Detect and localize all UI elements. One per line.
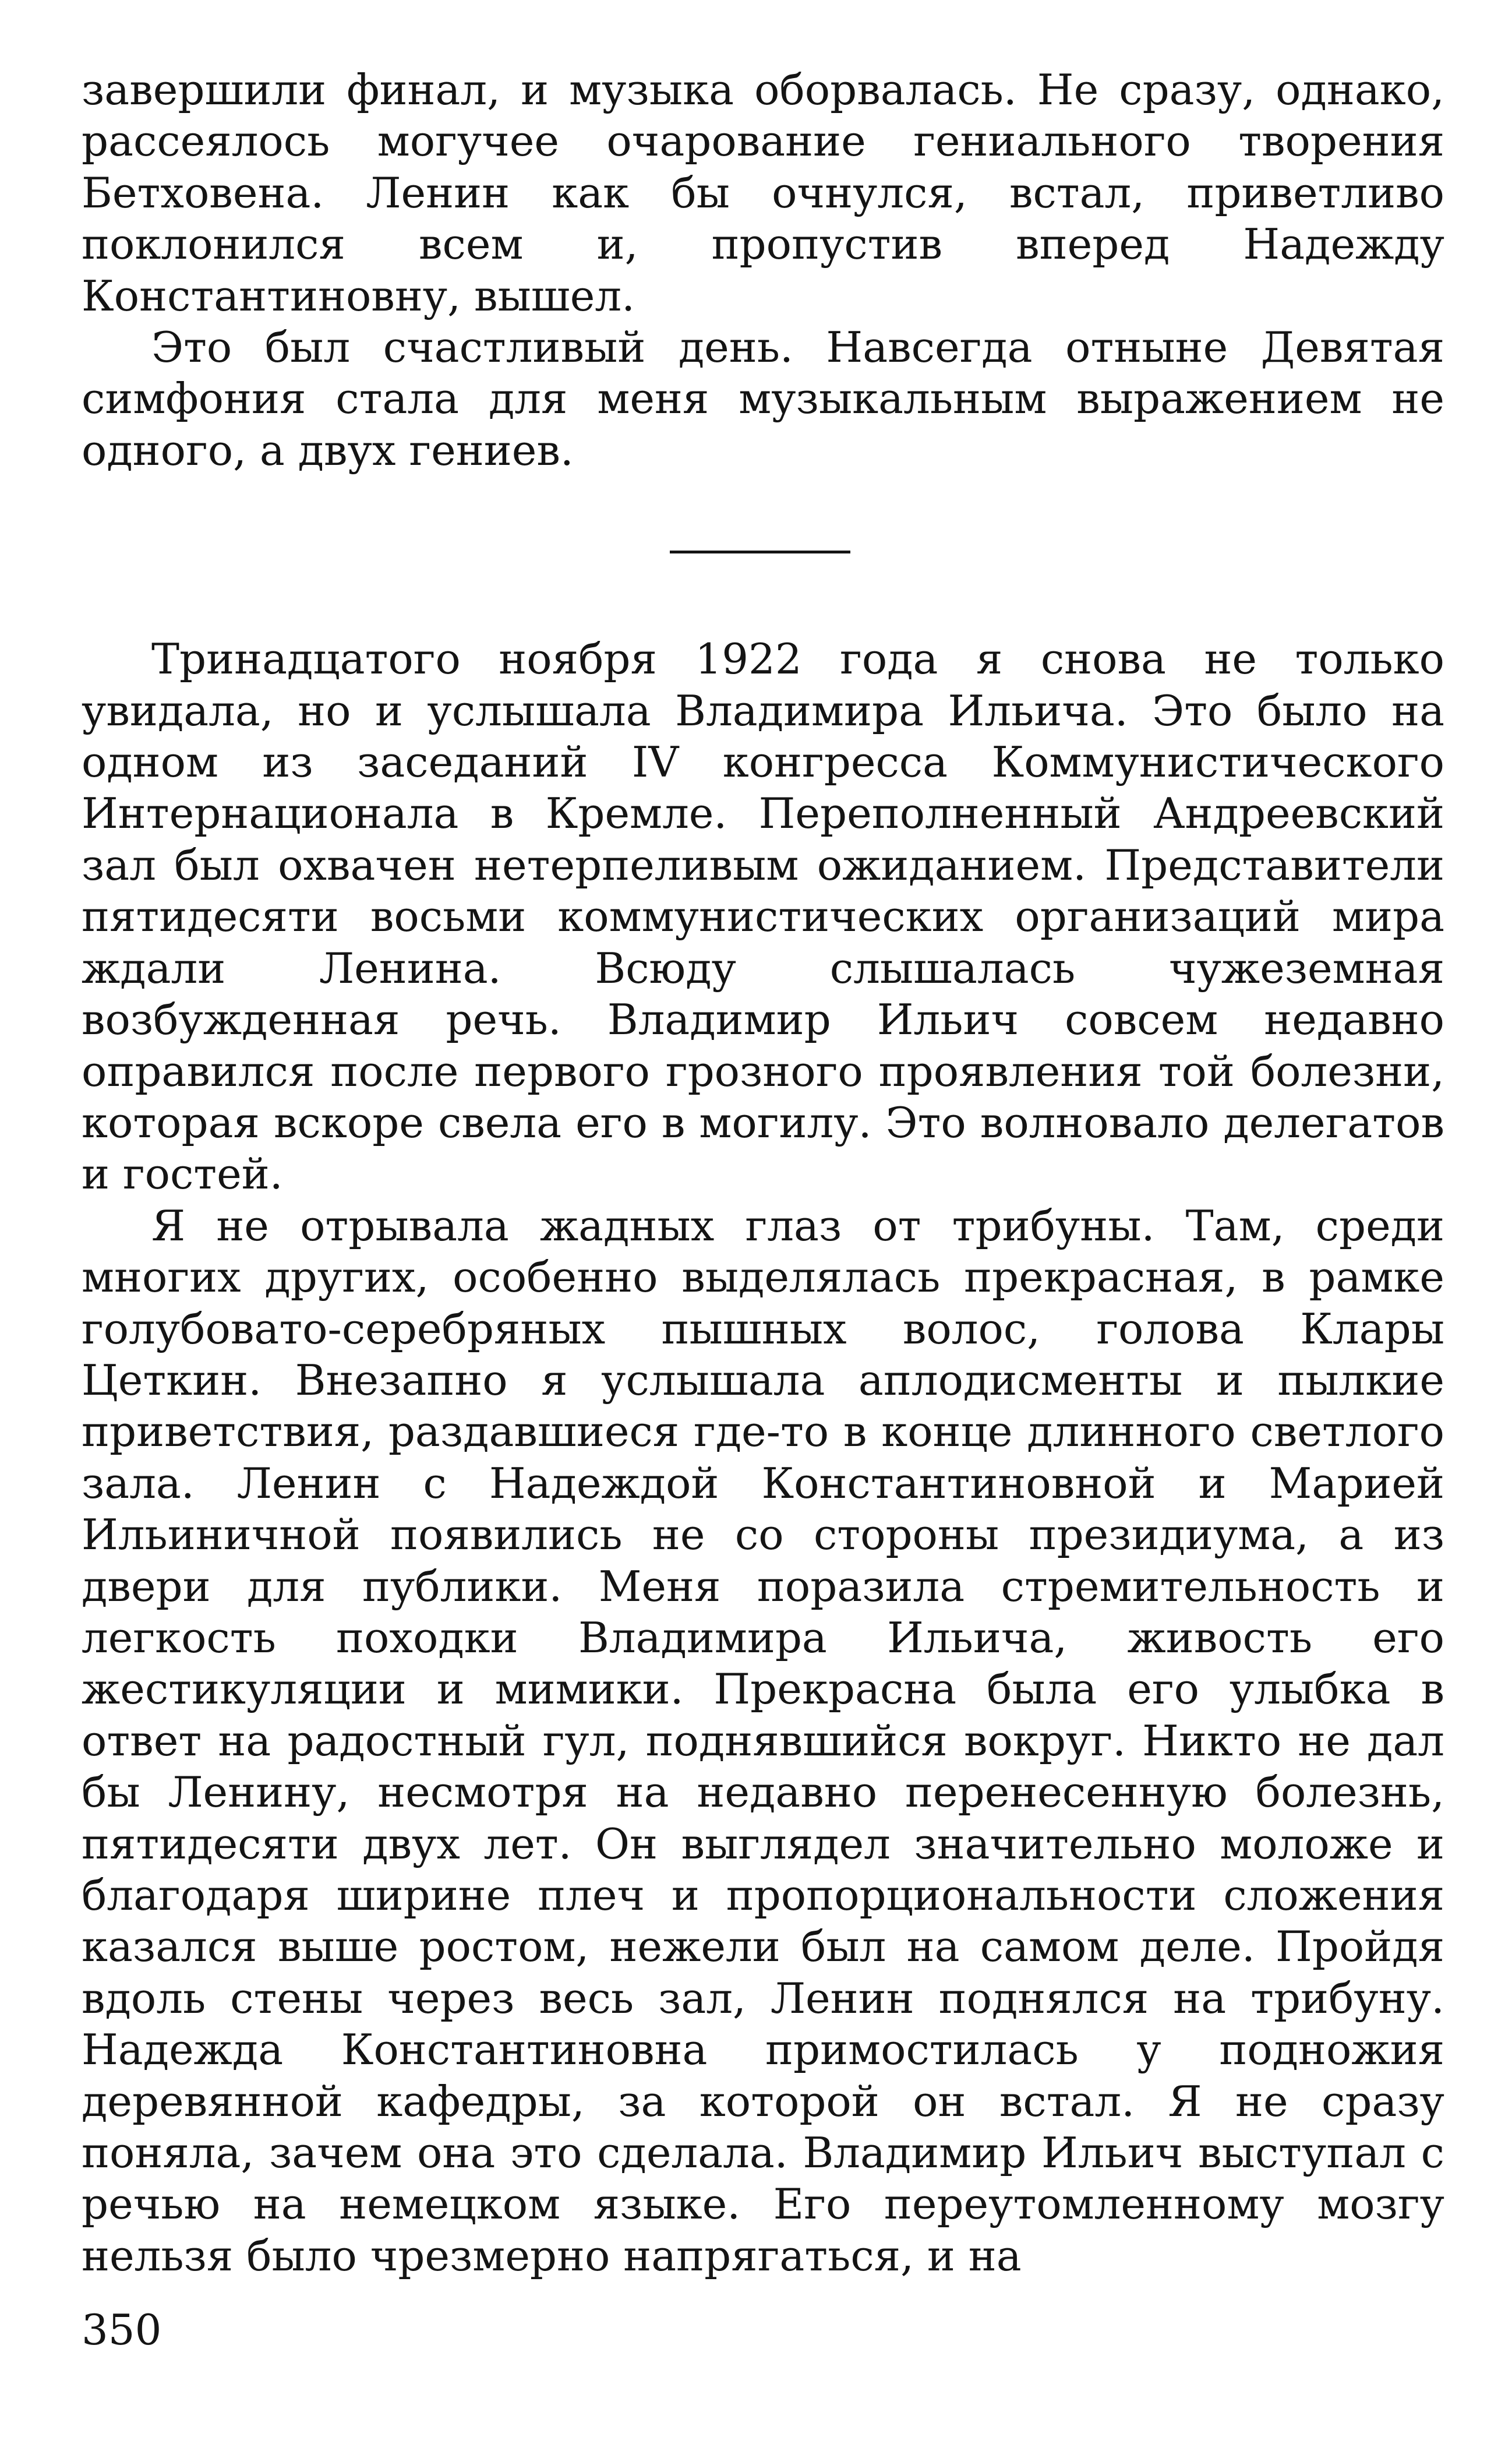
divider-rule: [670, 551, 850, 553]
paragraph-continued: завершили финал, и музыка оборвалась. Не сразу, однако, рассеялось могучее очарование гениального творения Бетховена. Ленин как бы очнулся, встал, приветливо поклонился всем и, пропустив вперед Надежду Константиновну, вышел.: [82, 65, 1444, 320]
section-divider: [82, 476, 1444, 633]
paragraph-congress: Тринадцатого ноября 1922 года я снова не только увидала, но и услышала Владимира Ильича. Это было на одном из заседаний IV конгресса Коммунистического Интернационала в Кремле. Переполненный Андреевский зал был охвачен нетерпеливым ожиданием. Представители пятидесяти восьми коммунистических организаций мира ждали Ленина. Всюду слышалась чужеземная возбужденная речь. Владимир Ильич совсем недавно оправился после первого грозного проявления той болезни, которая вскоре свела его в могилу. Это волновало делегатов и гостей.: [82, 634, 1444, 1199]
paragraph-happy-day: Это был счастливый день. Навсегда отныне Девятая симфония стала для меня музыкальным выражением не одного, а двух гениев.: [82, 323, 1444, 475]
paragraph-tribune: Я не отрывала жадных глаз от трибуны. Там, среди многих других, особенно выделялась прекрасная, в рамке голубовато-серебряных пышных волос, голова Клары Цеткин. Внезапно я услышала аплодисменты и пылкие приветствия, раздавшиеся где-то в конце длинного светлого зала. Ленин с Надеждой Константиновной и Марией Ильиничной появились не со стороны президиума, а из двери для публики. Меня поразила стремительность и легкость походки Владимира Ильича, живость его жестикуляции и мимики. Прекрасна была его улыбка в ответ на радостный гул, поднявшийся вокруг. Никто не дал бы Ленину, несмотря на недавно перенесенную болезнь, пятидесяти двух лет. Он выглядел значительно моложе и благодаря ширине плеч и пропорциональности сложения казался выше ростом, нежели был на самом деле. Пройдя вдоль стены через весь зал, Ленин поднялся на трибуну. Надежда Константиновна примостилась у подножия деревянной кафедры, за которой он встал. Я не сразу поняла, зачем она это сделала. Владимир Ильич выступал с речью на немецком языке. Его переутомленному мозгу нельзя было чрезмерно напрягаться, и на: [82, 1201, 1444, 2280]
page-number: 350: [82, 2305, 162, 2354]
book-page: [82, 64, 1444, 2394]
